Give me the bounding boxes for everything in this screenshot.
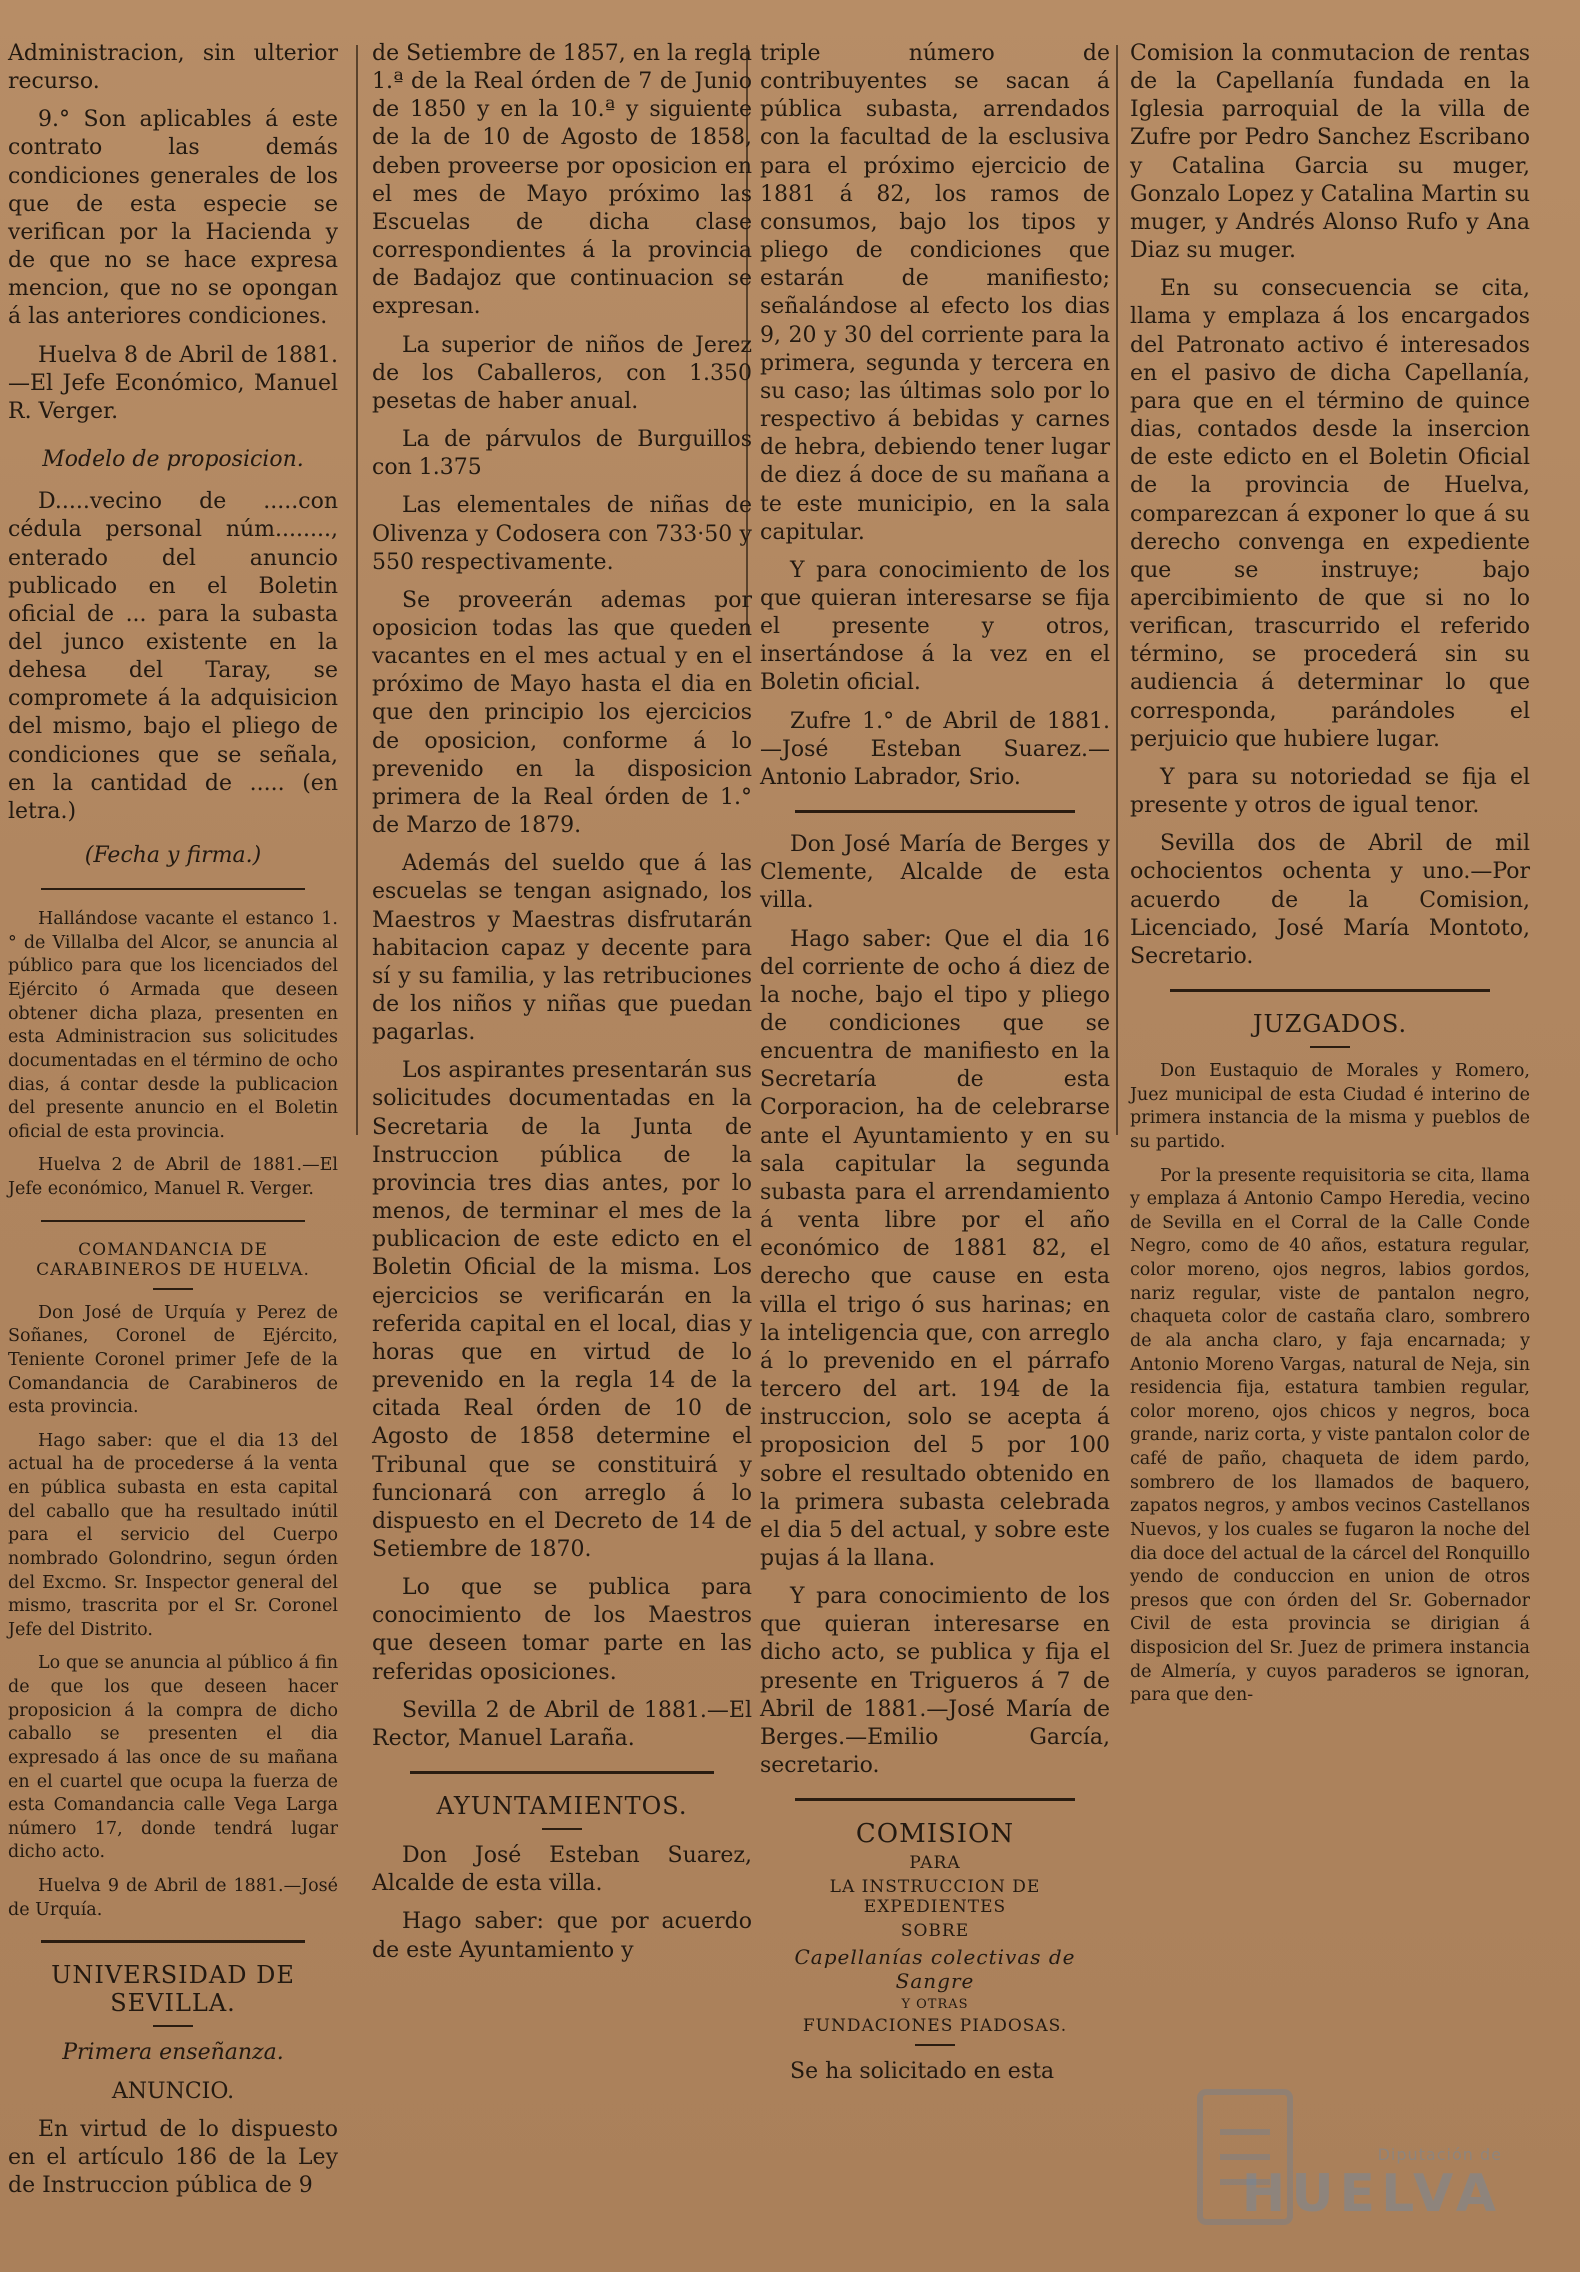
signature: Sevilla dos de Abril de mil ochocientos ochenta y uno.—Por acuerdo de la Comision, Licenciado, José María Montoto, Secretario. bbox=[1130, 831, 1530, 969]
signature: Huelva 2 de Abril de 1881.—El Jefe económico, Manuel R. Verger. bbox=[8, 1155, 338, 1200]
subheading: Primera enseñanza. bbox=[62, 2040, 284, 2066]
paragraph: En virtud de lo dispuesto en el artículo 186 de la Ley de Instruccion pública de 9 bbox=[8, 2116, 338, 2198]
signature: Huelva 8 de Abril de 1881.—El Jefe Económico, Manuel R. Verger. bbox=[8, 342, 338, 424]
divider bbox=[41, 1220, 305, 1222]
column-2 bbox=[372, 40, 752, 1975]
paragraph: Don Eustaquio de Morales y Romero, Juez municipal de esta Ciudad é interino de primera instancia de la misma y pueblos de su partido. bbox=[1130, 1061, 1530, 1152]
section-heading: UNIVERSIDAD DE SEVILLA. bbox=[51, 1961, 295, 2018]
divider bbox=[915, 2044, 955, 2046]
paragraph: Y para conocimiento de los que quieran interesarse en dicho acto, se publica y fija el presente en Trigueros á 7 de Abril de 1881.—José María de Berges.—Emilio García, secretario. bbox=[760, 1584, 1110, 1779]
signature: Huelva 9 de Abril de 1881.—José de Urquía. bbox=[8, 1876, 338, 1920]
watermark-big: HUELVA bbox=[1241, 2164, 1502, 2224]
paragraph: La de párvulos de Burguillos con 1.375 bbox=[372, 427, 752, 481]
divider bbox=[795, 810, 1075, 813]
section-heading: JUZGADOS. bbox=[1252, 1010, 1408, 1038]
divider bbox=[1170, 989, 1490, 992]
paragraph: Las elementales de niñas de Olivenza y Codosera con 733·50 y 550 respectivamente. bbox=[372, 493, 752, 575]
subheading: PARA bbox=[909, 1853, 961, 1874]
subheading: FUNDACIONES PIADOSAS. bbox=[802, 2016, 1068, 2037]
paragraph: La superior de niños de Jerez de los Caballeros, con 1.350 pesetas de haber anual. bbox=[372, 332, 752, 414]
paragraph: Don José Esteban Suarez, Alcalde de esta villa. bbox=[372, 1843, 752, 1897]
divider bbox=[1310, 1046, 1350, 1048]
subheading: Y OTRAS bbox=[901, 1997, 969, 2013]
divider bbox=[795, 1798, 1075, 1801]
signature: Zufre 1.° de Abril de 1881.—José Esteban Suarez.—Antonio Labrador, Srio. bbox=[760, 708, 1110, 790]
watermark-text bbox=[1242, 2145, 1502, 2224]
divider bbox=[41, 888, 305, 890]
paragraph: Lo que se publica para conocimiento de los Maestros que deseen tomar parte en las referidas oposiciones. bbox=[372, 1575, 752, 1685]
paragraph: Además del sueldo que á las escuelas se tengan asignado, los Maestros y Maestras disfrutarán habitacion capaz y decente para sí y su familia, y las retribuciones de los niños y niñas que puedan pagarlas. bbox=[372, 851, 752, 1046]
paragraph: Hago saber: que por acuerdo de este Ayuntamiento y bbox=[372, 1909, 752, 1963]
paragraph: D.....vecino de .....con cédula personal núm........, enterado del anuncio publicado en el Boletin oficial de ... para la subasta del junco existente en la dehesa del Taray, se compromete á la adquisicion del mismo, bajo el pliego de condiciones que se señala, en la cantidad de ..... (en letra.) bbox=[8, 489, 338, 824]
divider bbox=[41, 1940, 305, 1943]
subheading: SOBRE bbox=[900, 1921, 970, 1942]
paragraph: Hago saber: Que el dia 16 del corriente de ocho á diez de la noche, bajo el tipo y pliego de condiciones que se encuentra de manifiesto en la Secretaría de esta Corporacion, ha de celebrarse ante el Ayuntamiento y en su sala capitular la segunda subasta para el arrendamiento á venta libre por el año económico de 1881 82, el derecho que cause en esta villa el trigo ó sus harinas; en la inteligencia que, con arreglo á lo prevenido en el párrafo tercero del art. 194 de la instruccion, solo se acepta á proposicion del 5 por 100 sobre el resultado obtenido en la primera subasta celebrada el dia 5 del actual, y sobre este pujas á la llana. bbox=[760, 926, 1110, 1571]
column-3 bbox=[760, 40, 1110, 2096]
paragraph: Hago saber: que el dia 13 del actual ha de procederse á la venta en pública subasta en esta capital del caballo que ha resultado inútil para el servicio del Cuerpo nombrado Golondrino, segun órden del Excmo. Sr. Inspector general del mismo, trascrita por el Sr. Coronel Jefe del Distrito. bbox=[8, 1430, 338, 1640]
divider bbox=[153, 1288, 193, 1290]
column-4 bbox=[1130, 40, 1530, 1718]
signature: Sevilla 2 de Abril de 1881.—El Rector, Manuel Laraña. bbox=[372, 1697, 752, 1751]
subheading: LA INSTRUCCION DE EXPEDIENTES bbox=[829, 1877, 1041, 1918]
divider bbox=[542, 1828, 582, 1830]
subheading: Capellanías colectivas de Sangre bbox=[794, 1945, 1076, 1994]
paragraph: En su consecuencia se cita, llama y emplaza á los encargados del Patronato activo é interesados en el pasivo de dicha Capellanía, para que en el término de quince dias, contados desde la insercion de este edicto en el Boletin Oficial de la provincia de Huelva, comparezcan á exponer lo que á su derecho convenga en expediente que se instruye; bajo apercibimiento de que si no lo verifican, trascurrido el referido término, se procederá sin su audiencia á determinar lo que corresponda, parándoles el perjuicio que hubiere lugar. bbox=[1130, 276, 1530, 752]
section-heading: COMISION bbox=[855, 1819, 1015, 1850]
section-title: Modelo de proposicion. bbox=[42, 447, 304, 473]
divider bbox=[410, 1771, 714, 1774]
column-rule bbox=[1116, 45, 1118, 1135]
column-rule bbox=[356, 45, 358, 1135]
paragraph: Se proveerán ademas por oposicion todas las que queden vacantes en el mes actual y en el próximo de Mayo hasta el dia en que den principio los ejercicios de oposicion, conforme á lo prevenido en la disposicion primera de la Real órden de 1.° de Marzo de 1879. bbox=[372, 587, 752, 839]
subheading: ANUNCIO. bbox=[111, 2078, 235, 2104]
paragraph: Los aspirantes presentarán sus solicitudes documentadas en la Secretaria de la Junta de Instruccion pública de la provincia tres dias antes, por lo menos, de terminar el mes de la publicacion de este edicto en el Boletin Oficial de la misma. Los ejercicios se verificarán en la referida capital en el local, dias y horas que en virtud de lo prevenido en la regla 14 de la citada Real órden de 10 de Agosto de 1858 determine el Tribunal que se constituirá y funcionará con arreglo á lo dispuesto en el Decreto de 14 de Setiembre de 1870. bbox=[372, 1058, 752, 1562]
paragraph: Por la presente requisitoria se cita, llama y emplaza á Antonio Campo Heredia, vecino de Sevilla en el Corral de la Calle Conde Negro, como de 40 años, estatura regular, color moreno, ojos negros, labios gordos, nariz regular, viste de pantalon negro, chaqueta color de castaña claro, sombrero de ala ancha claro, y faja encarnada; y Antonio Moreno Vargas, natural de Neja, sin residencia fija, estatura tambien regular, color moreno, ojos chicos y negros, boca grande, nariz corta, y viste pantalon color de café de paño, chaqueta de idem pardo, sombrero de los llamados de baquero, zapatos negros, y ambos vecinos Castellanos Nuevos, y los cuales se fugaron la noche del dia doce del actual de la cárcel del Ronquillo yendo de conduccion en union de otros presos que con órden del Sr. Gobernador Civil de esta provincia se dirigian á disposicion del Sr. Juez de primera instancia de Almería, y cuyos paraderos se ignoran, para que den- bbox=[1130, 1165, 1530, 1706]
paragraph: Don José de Urquía y Perez de Soñanes, Coronel de Ejército, Teniente Coronel primer Jefe de la Comandancia de Carabineros de esta provincia. bbox=[8, 1302, 338, 1418]
paragraph: Hallándose vacante el estanco 1.° de Villalba del Alcor, se anuncia al público para que los licenciados del Ejército ó Armada que deseen obtener dicha plaza, presenten en esta Administracion sus solicitudes documentadas en el término de ocho dias, á contar desde la publicacion del presente anuncio en el Boletin oficial de esta provincia. bbox=[8, 909, 338, 1142]
divider bbox=[153, 2025, 193, 2027]
section-heading: COMANDANCIA DE CARABINEROS DE HUELVA. bbox=[36, 1239, 310, 1280]
paragraph: Se ha solicitado en esta bbox=[790, 2059, 1055, 2085]
paragraph: Don José María de Berges y Clemente, Alcalde de esta villa. bbox=[760, 832, 1110, 914]
column-1 bbox=[8, 40, 338, 2210]
paragraph: triple número de contribuyentes se sacan á pública subasta, arrendados con la facultad de la esclusiva para el próximo ejercicio de 1881 á 82, los ramos de consumos, bajo los tipos y pliego de condiciones que estarán de manifiesto; señalándose al efecto los dias 9, 20 y 30 del corriente para la primera, segunda y tercera en su caso; las últimas solo por lo respectivo á bebidas y carnes de hebra, debiendo tener lugar de diez á doce de su mañana a te este municipio, en la sala capitular. bbox=[760, 41, 1110, 545]
paragraph: Y para conocimiento de los que quieran interesarse se fija el presente y otros, insertándose á la vez en el Boletin oficial. bbox=[760, 557, 1110, 696]
paragraph: 9.° Son aplicables á este contrato las demás condiciones generales de los que de esta especie se verifican por la Hacienda y de que no se hace expresa mencion, que no se opongan á las anteriores condiciones. bbox=[8, 107, 338, 330]
section-heading: AYUNTAMIENTOS. bbox=[436, 1792, 688, 1821]
paragraph: Y para su notoriedad se fija el presente y otros de igual tenor. bbox=[1130, 764, 1530, 819]
signature-line: (Fecha y firma.) bbox=[84, 843, 262, 869]
watermark-small: Diputación de bbox=[1377, 2145, 1502, 2164]
paragraph: Administracion, sin ulterior recurso. bbox=[8, 41, 338, 95]
paragraph: de Setiembre de 1857, en la regla 1.ª de la Real órden de 7 de Junio de 1850 y en la 10.ª y siguiente de la de 10 de Agosto de 1858, deben proveerse por oposicion en el mes de Mayo próximo las Escuelas de dicha clase correspondientes á la provincia de Badajoz que continuacion se expresan. bbox=[372, 41, 752, 320]
paragraph: Comision la conmutacion de rentas de la Capellanía fundada en la Iglesia parroquial de la villa de Zufre por Pedro Sanchez Escribano y Catalina Garcia su muger, Gonzalo Lopez y Catalina Martin su muger, y Andrés Alonso Rufo y Ana Diaz su muger. bbox=[1130, 41, 1530, 264]
paragraph: Lo que se anuncia al público á fin de que los que deseen hacer proposicion á la compra de dicho caballo se presenten el dia expresado á las once de su mañana en el cuartel que ocupa la fuerza de esta Comandancia calle Vega Larga número 17, donde tendrá lugar dicho acto. bbox=[8, 1653, 338, 1863]
